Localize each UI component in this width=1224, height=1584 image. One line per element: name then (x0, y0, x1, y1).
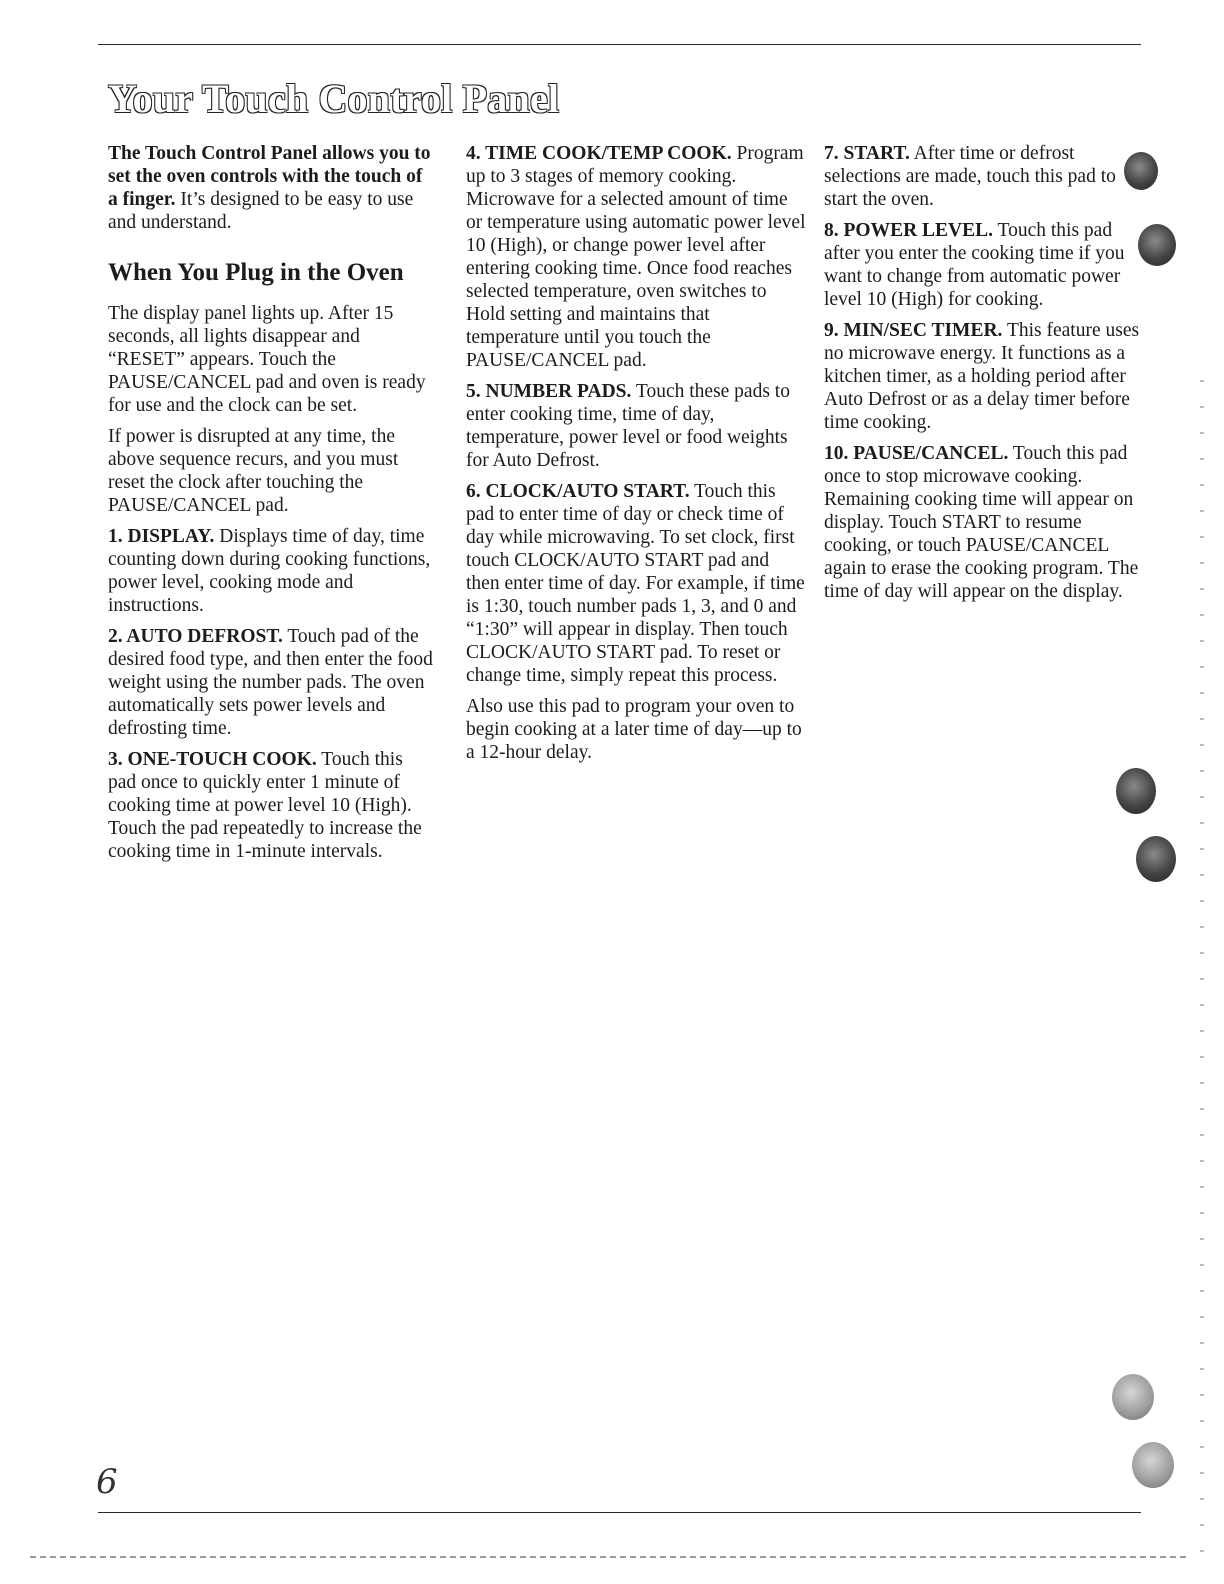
punch-hole-dot (1116, 768, 1156, 814)
item-text: Touch this pad after you enter the cooking time if you want to change from automatic power level 10 (High) for cooking. (824, 220, 1125, 310)
item-text: Touch this pad once to stop microwave cooking. Remaining cooking time will appear on display. Touch START to resume cooking, or touch PAUSE/CANCEL again to erase the cooking program. The time of day will appear on the display. (824, 443, 1139, 602)
item-text: Touch pad of the desired food type, and then enter the food weight using the number pads. The oven automatically sets power levels and defrosting time. (108, 626, 433, 739)
plug-paragraph-2: If power is disrupted at any time, the above sequence recurs, and you must reset the clock after touching the PAUSE/CANCEL pad. (108, 426, 399, 516)
punch-hole-dot (1124, 152, 1158, 190)
item-text: Touch this pad to enter time of day or check time of day while microwaving. To set clock, first touch CLOCK/AUTO START pad and then enter time of day. For example, if time is 1:30, touch number pads 1, 3, and 0 and “1:30” will appear in display. Then touch CLOCK/AUTO START pad. To reset or change time, simply repeat this process. (466, 481, 805, 686)
item-text: Displays time of day, time counting down during cooking functions, power level, cooking mode and instructions. (108, 526, 431, 616)
delay-paragraph: Also use this pad to program your oven to begin cooking at a later time of day—up to a 12-hour delay. (466, 696, 802, 763)
item-text: Program up to 3 stages of memory cooking. Microwave for a selected amount of time or temperature using automatic power level 10 (High), or change power level after entering cooking time. Once food reaches selected temperature, oven switches to Hold setting and maintains that temperature until you touch the PAUSE/CANCEL pad. (466, 143, 806, 371)
intro-paragraph (108, 142, 433, 234)
intro-text: It’s designed to be easy to use and understand. (108, 189, 414, 233)
item-text: Touch these pads to enter cooking time, time of day, temperature, power level or food weights for Auto Defrost. (466, 381, 790, 471)
column-2 (466, 142, 806, 772)
page-number: 6 (96, 1462, 118, 1502)
item-term: 1. DISPLAY. (108, 526, 215, 547)
item-term: 4. TIME COOK/TEMP COOK. (466, 143, 732, 164)
item-clock-auto-start (466, 480, 806, 687)
bottom-rule (98, 1512, 1141, 1513)
item-term: 3. ONE-TOUCH COOK. (108, 749, 317, 770)
item-start (824, 142, 1144, 211)
item-text: Touch this pad once to quickly enter 1 minute of cooking time at power level 10 (High). Touch the pad repeatedly to increase the cooking time in 1-minute intervals. (108, 749, 422, 862)
item-text: After time or defrost selections are made, touch this pad to start the oven. (824, 143, 1116, 210)
page-title: Your Touch Control Panel (108, 76, 560, 121)
item-power-level (824, 219, 1144, 311)
column-1 (108, 142, 433, 871)
item-term: 8. POWER LEVEL. (824, 220, 994, 241)
column-3 (824, 142, 1144, 611)
punch-hole-dot (1138, 224, 1176, 266)
item-one-touch-cook (108, 748, 433, 863)
punch-hole-dot (1132, 1442, 1174, 1488)
scan-edge-marks (1200, 380, 1204, 1560)
item-term: 7. START. (824, 143, 910, 164)
item-time-cook (466, 142, 806, 372)
item-pause-cancel (824, 442, 1144, 603)
punch-hole-dot (1112, 1374, 1154, 1420)
item-term: 10. PAUSE/CANCEL. (824, 443, 1009, 464)
punch-hole-dot (1136, 836, 1176, 882)
item-term: 6. CLOCK/AUTO START. (466, 481, 690, 502)
item-text: This feature uses no microwave energy. It functions as a kitchen timer, as a holding period after Auto Defrost or as a delay timer before time cooking. (824, 320, 1140, 433)
intro-bold-text: The Touch Control Panel allows you to set the oven controls with the touch of a finger. (108, 143, 431, 210)
plug-paragraph-1: The display panel lights up. After 15 seconds, all lights disappear and “RESET” appears. Touch the PAUSE/CANCEL pad and oven is ready for use and the clock can be set. (108, 303, 426, 416)
item-auto-defrost (108, 625, 433, 740)
item-number-pads (466, 380, 806, 472)
section-heading: When You Plug in the Oven (108, 259, 404, 286)
item-min-sec-timer (824, 319, 1144, 434)
top-rule (98, 44, 1141, 45)
item-display (108, 525, 433, 617)
item-term: 2. AUTO DEFROST. (108, 626, 283, 647)
scan-artifact-line (30, 1556, 1190, 1558)
item-term: 5. NUMBER PADS. (466, 381, 632, 402)
item-term: 9. MIN/SEC TIMER. (824, 320, 1003, 341)
